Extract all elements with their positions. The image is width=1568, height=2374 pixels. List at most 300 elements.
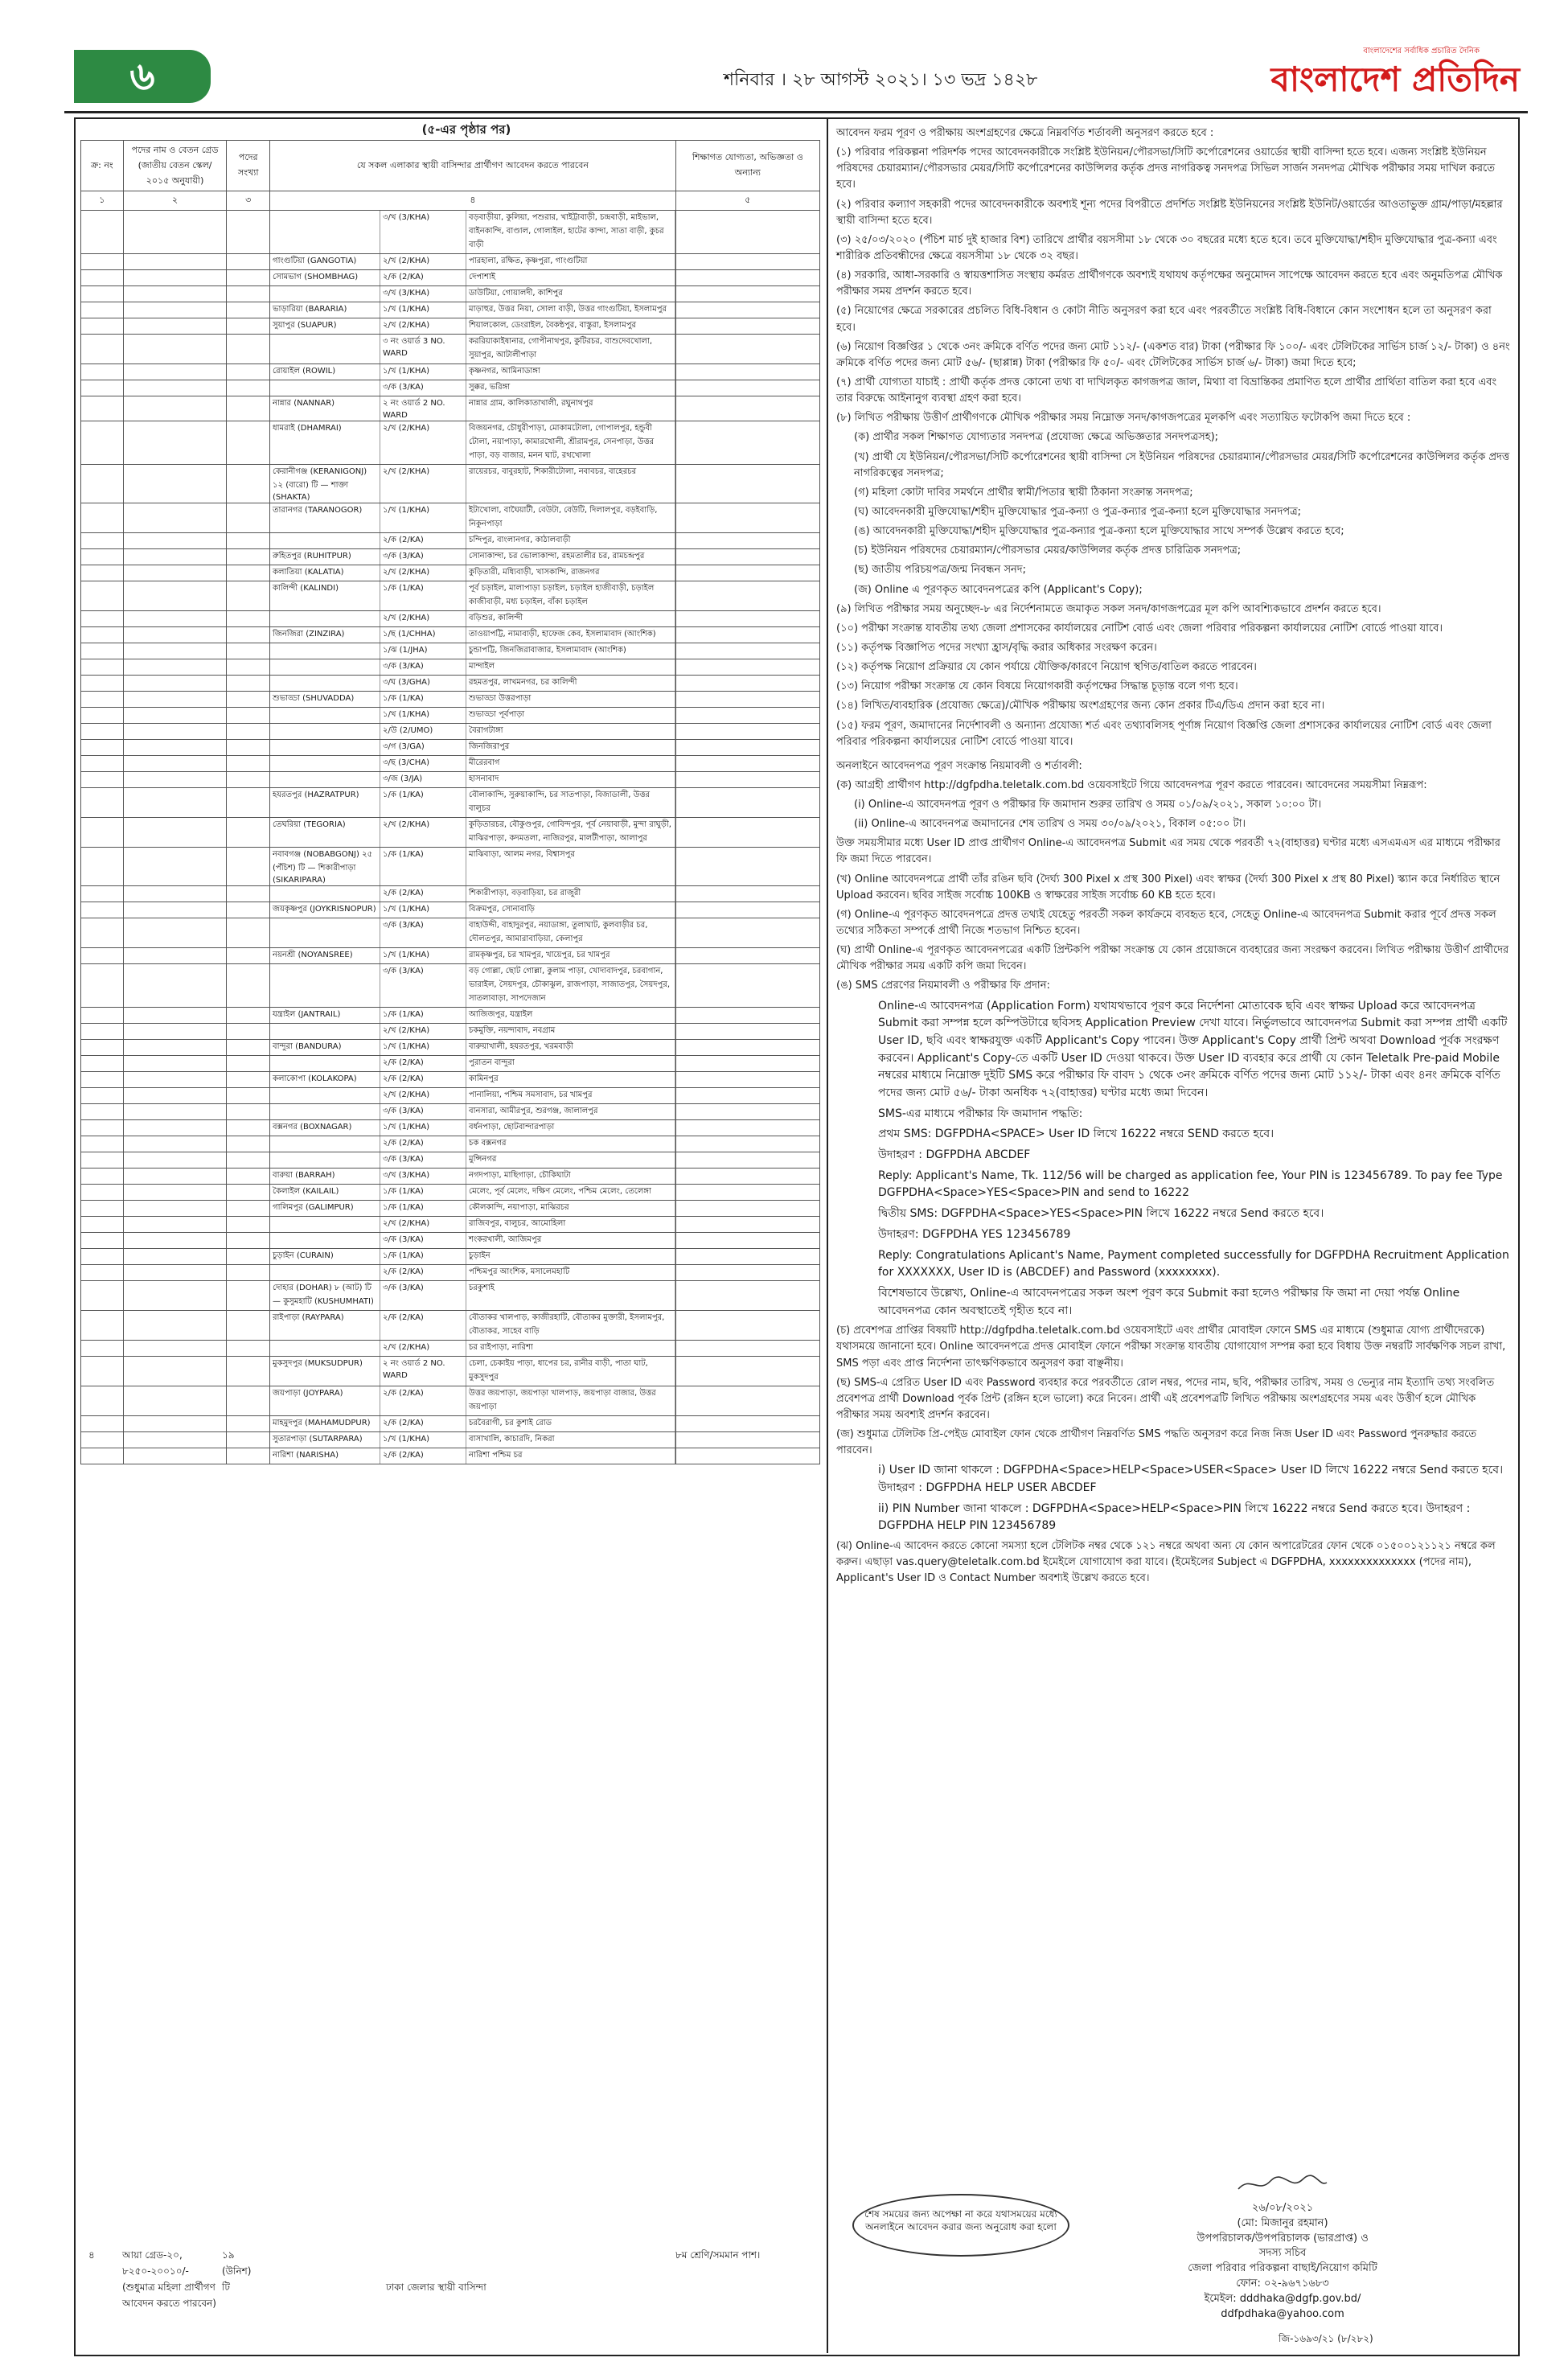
col-header-count: পদের সংখ্যা (227, 141, 270, 191)
cell-post (123, 902, 227, 918)
ward-unit: ৩/ছ (3/CHA) (380, 756, 466, 771)
cell-qualification (675, 335, 819, 364)
village-list: পশ্চিমপুর আংশিক, মসালেমহাটি (466, 1265, 675, 1280)
cell-area (270, 1169, 676, 1185)
ward-unit: ১/ক (1/KA) (380, 1249, 466, 1264)
cell-serial (81, 302, 124, 318)
cell-serial (81, 948, 124, 964)
table-row (81, 1265, 820, 1281)
online-jha: (ঝ) Online-এ আবেদন করতে কোনো সমস্যা হলে টেলিটক নম্বর থেকে ১২১ নম্বরে অথবা অন্য যে কোন অপারেটরের ফোন থেকে ০১৫০০১২১১২১ নম্বরে কল করুন। এছাড়া vas.query@teletalk.com.bd ইমেইলে যোগাযোগ করা যাবে। (ইমেইলের Subject এ DGFPDHA, xxxxxxxxxxxxxx (পদের নাম), Applicant's User ID ও Contact Number অবশ্যই উল্লেখ করতে হবে। (836, 1540, 1496, 1585)
cell-serial (81, 1416, 124, 1432)
table-row (81, 1136, 820, 1152)
signatory-phone: ফোন: ০২-৯৬৭১৬৮৩ (1236, 2277, 1329, 2290)
cell-post (123, 1265, 227, 1281)
cell-count (227, 1169, 270, 1185)
union-name: রাইপাড়া (RAYPARA) (270, 1311, 380, 1340)
condition-item: (ঘ) আবেদনকারী মুক্তিযোদ্ধা/শহীদ মুক্তিযোদ্ধার পুত্র-কন্যা ও পুত্র-কন্যার পুত্র-কন্যা হলে মুক্তিযোদ্ধার সনদপত্র; (854, 505, 1302, 518)
cell-qualification (675, 1201, 819, 1217)
table-row (81, 1008, 820, 1024)
cell-count (227, 1040, 270, 1056)
signatory-title: জেলা পরিবার পরিকল্পনা বাছাই/নিয়োগ কমিটি (1188, 2262, 1377, 2275)
cell-serial (81, 1233, 124, 1249)
cell-serial (81, 724, 124, 740)
cell-area (270, 396, 676, 421)
cell-area (270, 1185, 676, 1201)
cell-count (227, 740, 270, 756)
online-ka-i: (i) Online-এ আবেদনপত্র পূরণ ও পরীক্ষার ফি জমাদান শুরুর তারিখ ও সময় ০১/০৯/২০২১, সকাল ১০:০০ টা। (854, 799, 1322, 811)
village-list: পানালিয়া, পশ্চিম সমসাবাদ, চর খামপুর (466, 1088, 675, 1103)
cell-area (270, 1386, 676, 1416)
cell-post (123, 848, 227, 886)
cell-count (227, 692, 270, 708)
table-row (81, 902, 820, 918)
cell-post (123, 818, 227, 848)
cell-serial (81, 396, 124, 421)
cell-count (227, 611, 270, 627)
village-list: বানসারা, আমীরপুর, শুরগঞ্জ, জালালপুর (466, 1104, 675, 1119)
cell-area (270, 581, 676, 611)
cell-serial (81, 1311, 124, 1341)
union-name: সোমভাগ (SHOMBHAG) (270, 270, 380, 285)
union-name (270, 335, 380, 363)
union-name: কলাকোপা (KOLAKOPA) (270, 1072, 380, 1087)
cell-area (270, 565, 676, 581)
cell-post (123, 740, 227, 756)
village-list: পুরাতন বান্দুরা (466, 1056, 675, 1071)
village-list: বড় গোল্লা, ছোট গোল্লা, কুলাম পাড়া, খোদাবাদপুর, চরবাগান, ভারাইল, সৈয়দপুর, চৌকাঝুল, রাজপাড়া, সাজাতপুর, সৈয়দপুর, সাতলাবাড়া, সাপদেজান (466, 964, 675, 1007)
cell-area (270, 1104, 676, 1120)
village-list: রায়েরচর, বাবুরহাট, শিকারীটোলা, নবাবচর, বাহেরচর (466, 465, 675, 503)
condition-item: (৪) সরকারি, আধা-সরকারি ও স্বায়ত্তশাসিত সংস্থায় কর্মরত প্রার্থীগণকে অবশ্যই যথাযথ কর্তৃপক্ষের অনুমোদন সাপেক্ষে আবেদন করতে হবে এবং অনুমতিপত্র মৌখিক পরীক্ষার সময় প্রদর্শন করতে হবে। (836, 269, 1503, 298)
cell-post (123, 756, 227, 772)
cell-qualification (675, 886, 819, 902)
cell-area (270, 1341, 676, 1357)
cell-area (270, 211, 676, 254)
village-list: শুভাড্ডা উত্তরপাড়া (466, 692, 675, 707)
village-list: জিনজিরাপুর (466, 740, 675, 755)
cell-post (123, 1185, 227, 1201)
cell-post (123, 380, 227, 396)
village-list: সোনাকান্দা, চর ভোলাকান্দা, রহমতালীর চর, রামচন্দ্রপুর (466, 549, 675, 565)
ward-unit: ২/ক (2/KA) (380, 1136, 466, 1152)
cell-serial (81, 533, 124, 549)
union-name: ধামরাই (DHAMRAI) (270, 421, 380, 464)
continuation-note: (৫-এর পৃষ্ঠার পর) (421, 122, 511, 137)
union-name: বান্দুরা (BANDURA) (270, 1040, 380, 1055)
ward-unit: ২/ক (2/KA) (380, 1311, 466, 1340)
table-row (81, 708, 820, 724)
ward-unit: ৩/খ (3/KHA) (380, 211, 466, 253)
condition-item: (৩) ২৫/০৩/২০২০ (পঁচিশ মার্চ দুই হাজার বিশ) তারিখে প্রার্থীর বয়সসীমা ১৮ থেকে ৩০ বছরের মধ্যে হতে হবে। তবে মুক্তিযোদ্ধা/শহীদ মুক্তিযোদ্ধার পুত্র-কন্যা এবং শারীরিক প্রতিবন্ধীদের ক্ষেত্রে বয়সসীমা ১৮ থেকে ৩২ বছর। (836, 233, 1497, 262)
cell-area (270, 1217, 676, 1233)
cell-area (270, 1432, 676, 1448)
village-list: চরকুশাই (466, 1281, 675, 1310)
cell-post (123, 1357, 227, 1386)
cell-serial (81, 1120, 124, 1136)
table-row (81, 581, 820, 611)
cell-serial (81, 1201, 124, 1217)
cell-post (123, 302, 227, 318)
cell-serial (81, 788, 124, 818)
cell-qualification (675, 1416, 819, 1432)
cell-area (270, 886, 676, 902)
cell-qualification (675, 948, 819, 964)
cell-post (123, 1024, 227, 1040)
condition-item: (১৪) লিখিত/ব্যবহারিক (প্রযোজ্য ক্ষেত্রে)/মৌখিক পরীক্ষায় অংশগ্রহণের জন্য কোন প্রকার টিএ/ডিএ প্রদান করা হবে না। (836, 700, 1325, 713)
cell-area (270, 818, 676, 848)
cell-serial (81, 886, 124, 902)
union-name: তারানগর (TARANOGOR) (270, 503, 380, 532)
cell-serial (81, 421, 124, 465)
village-list: চেলা, চেকাইয় পাড়া, ধাপের চর, রানীর বাড়ী, পাতা ঘাট, মুকসুদপুর (466, 1357, 675, 1386)
row-qualification: ৮ম শ্রেণি/সমমান পাশ। (675, 2249, 761, 2261)
cell-post (123, 503, 227, 533)
cell-area (270, 659, 676, 676)
cell-post (123, 1040, 227, 1056)
cell-qualification (675, 364, 819, 380)
cell-count (227, 565, 270, 581)
village-list: বিক্রমপুর, সোনাবাড়ি (466, 902, 675, 918)
condition-item: (ক) প্রার্থীর সকল শিক্ষাগত যোগ্যতার সনদপত্র (প্রযোজ্য ক্ষেত্রে অভিজ্ঞতার সনদপত্রসহ); (854, 431, 1219, 444)
cell-area (270, 676, 676, 692)
col-number: ১ (81, 191, 124, 211)
table-row (81, 1088, 820, 1104)
cell-serial (81, 818, 124, 848)
condition-item: (১৩) নিয়োগ পরীক্ষা সংক্রান্ত যে কোন বিষয়ে নিয়োগকারী কর্তৃপক্ষের সিদ্ধান্ত চূড়ান্ত বলে গণ্য হবে। (836, 680, 1238, 693)
cell-area (270, 533, 676, 549)
cell-count (227, 503, 270, 533)
condition-item: (১০) পরীক্ষা সংক্রান্ত যাবতীয় তথ্য জেলা প্রশাসকের কার্যালয়ের নোটিশ বোর্ড এবং জেলা পরিবার পরিকল্পনা কার্যালয়ের নোটিশ বোর্ডে পাওয়া যাবে। (836, 622, 1443, 635)
ward-unit: ১/খ (1/KHA) (380, 902, 466, 918)
cell-post (123, 1386, 227, 1416)
cell-count (227, 302, 270, 318)
cell-area (270, 1072, 676, 1088)
cell-post (123, 1201, 227, 1217)
ward-unit: ২/খ (2/KHA) (380, 465, 466, 503)
cell-count (227, 211, 270, 254)
village-list: চুন্ডাপট্টি, জিনজিরাবাজার, ইসলামাবাদ (আংশিক) (466, 643, 675, 659)
cell-count (227, 627, 270, 643)
cell-serial (81, 318, 124, 335)
signatory-name: (মো: মিজানুর রহমান) (1237, 2216, 1328, 2229)
ward-unit: ৩/ক (3/KA) (380, 1104, 466, 1119)
table-row (81, 1120, 820, 1136)
ward-unit: ২/খ (2/KHA) (380, 818, 466, 847)
union-name: নারিশা (NARISHA) (270, 1448, 380, 1464)
table-row (81, 643, 820, 659)
table-row (81, 421, 820, 465)
table-row (81, 1386, 820, 1416)
village-list: শুভাড্ডা পূর্বপাড়া (466, 708, 675, 723)
union-name (270, 286, 380, 302)
ward-unit: ১/ঝ (1/JHA) (380, 643, 466, 659)
village-list: পারহালা, রক্ষিত, কৃষ্ণপুরা, গাংগুটিয়া (466, 254, 675, 269)
cell-qualification (675, 611, 819, 627)
sms-first-example: উদাহরণ : DGFPDHA ABCDEF (878, 1148, 1031, 1162)
ward-unit: ৩/খ (3/KHA) (380, 286, 466, 302)
cell-count (227, 724, 270, 740)
table-header-row (81, 141, 820, 191)
table-row (81, 364, 820, 380)
cell-qualification (675, 1120, 819, 1136)
cell-serial (81, 335, 124, 364)
online-uma: (ঙ) SMS প্রেরণের নিয়মাবলী ও পরীক্ষার ফি প্রদান: (836, 980, 1050, 992)
cell-post (123, 396, 227, 421)
cell-qualification (675, 380, 819, 396)
cell-count (227, 549, 270, 565)
cell-post (123, 1008, 227, 1024)
union-name: সুতারপাড়া (SUTARPARA) (270, 1432, 380, 1448)
cell-qualification (675, 1169, 819, 1185)
cell-serial (81, 1104, 124, 1120)
row-serial: ৪ (88, 2249, 95, 2261)
cell-count (227, 1432, 270, 1448)
cell-count (227, 335, 270, 364)
village-list: মুন্সিনগর (466, 1152, 675, 1168)
table-row (81, 756, 820, 772)
cell-count (227, 756, 270, 772)
online-ka: (ক) আগ্রহী প্রার্থীগণ http://dgfpdha.teletalk.com.bd ওয়েবসাইটে গিয়ে আবেদনপত্র পূরণ করতে পারবেন। আবেদনের সময়সীমা নিম্নরূপ: (836, 778, 1427, 791)
cell-qualification (675, 1386, 819, 1416)
cell-count (227, 772, 270, 788)
cell-area (270, 1008, 676, 1024)
cell-area (270, 1136, 676, 1152)
union-name: তেঘরিয়া (TEGORIA) (270, 818, 380, 847)
cell-serial (81, 1386, 124, 1416)
cell-count (227, 396, 270, 421)
cell-qualification (675, 396, 819, 421)
cell-area (270, 1249, 676, 1265)
table-row (81, 724, 820, 740)
table-row (81, 270, 820, 286)
cell-area (270, 708, 676, 724)
table-row (81, 692, 820, 708)
cell-count (227, 1341, 270, 1357)
ward-unit: ১/ক (1/KA) (380, 1185, 466, 1200)
ward-unit: ৩/ক (3/KA) (380, 549, 466, 565)
vacancy-table (80, 140, 820, 1464)
page-number: ৬ (74, 50, 211, 103)
column-number-row (81, 191, 820, 211)
table-row (81, 1040, 820, 1056)
village-list: ডাউটিয়া, গোয়ালদী, কাশিপুর (466, 286, 675, 302)
cell-post (123, 286, 227, 302)
cell-serial (81, 286, 124, 302)
cell-count (227, 1265, 270, 1281)
ward-unit: ৩/ক (3/KA) (380, 1152, 466, 1168)
cell-qualification (675, 1311, 819, 1341)
condition-item: (চ) ইউনিয়ন পরিষদের চেয়ারম্যান/পৌরসভার মেয়র/কাউন্সিলর কর্তৃক প্রদত্ত চারিত্রিক সনদপত্র; (854, 544, 1242, 557)
cell-qualification (675, 1056, 819, 1072)
cell-post (123, 1152, 227, 1169)
online-ja-ii: ii) PIN Number জানা থাকলে : DGFPDHA<Space>HELP<Space>PIN লিখে 16222 নম্বরে Send করতে হবে। উদাহরণ : DGFPDHA HELP PIN 123456789 (878, 1501, 1471, 1533)
sms-note: বিশেষভাবে উল্লেখ্য, Online-এ আবেদনপত্রের সকল অংশ পূরণ করে Submit করা হলেও পরীক্ষার ফি জমা না দেয়া পর্যন্ত Online আবেদনপত্র কোন অবস্থাতেই গৃহীত হবে না। (878, 1286, 1460, 1317)
cell-area (270, 1281, 676, 1311)
cell-qualification (675, 1341, 819, 1357)
village-list: মেলেং, পূর্ব মেলেং, দক্ষিণ মেলেং, পশ্চিম মেলেং, তেলেঙ্গা (466, 1185, 675, 1200)
table-row (81, 1024, 820, 1040)
condition-item: (জ) Online এ পূরণকৃত আবেদনপত্রের কপি (Applicant's Copy); (854, 583, 1143, 596)
cell-area (270, 756, 676, 772)
col-header-qualification: শিক্ষাগত যোগ্যতা, অভিজ্ঞতা ও অন্যান্য (675, 141, 819, 191)
cell-area (270, 918, 676, 948)
union-name (270, 724, 380, 739)
ward-unit: ১/ক (1/KA) (380, 581, 466, 610)
cell-serial (81, 1448, 124, 1464)
cell-count (227, 818, 270, 848)
cell-count (227, 1386, 270, 1416)
union-name (270, 1024, 380, 1039)
row-area: ঢাকা জেলার স্থায়ী বাসিন্দা (386, 2282, 486, 2293)
cell-serial (81, 1040, 124, 1056)
cell-count (227, 918, 270, 948)
table-row (81, 1249, 820, 1265)
village-list: ইটাখোলা, বাঘৈয়াটী, বেউটা, বেউটি, দিলালপুর, বড়ইবাড়ি, নিকুনপাড়া (466, 503, 675, 532)
village-list: শিয়ালকোল, ডেংরাইল, বৈকন্ঠপুর, বাস্তুরা, ইসলামপুর (466, 318, 675, 334)
cell-qualification (675, 918, 819, 948)
ward-unit: ২/ক (2/KA) (380, 270, 466, 285)
village-list: শংকরখালী, আজিমপুর (466, 1233, 675, 1248)
cell-area (270, 1448, 676, 1464)
table-row (81, 1201, 820, 1217)
union-name: রুহিতপুর (RUHITPUR) (270, 549, 380, 565)
online-ja-i: i) User ID জানা থাকলে : DGFPDHA<Space>HELP<Space>USER<Space> User ID লিখে 16222 নম্বরে Send করতে হবে। উদাহরণ : DGFPDHA HELP USER ABCDEF (878, 1464, 1504, 1495)
cell-post (123, 948, 227, 964)
table-row (81, 565, 820, 581)
cell-qualification (675, 724, 819, 740)
ward-unit: ৩/ক (3/KA) (380, 964, 466, 1007)
cell-qualification (675, 581, 819, 611)
cell-qualification (675, 1024, 819, 1040)
table-row (81, 772, 820, 788)
signatory-title: উপপরিচালক/উপপরিচালক (ভারপ্রাপ্ত) ও (1197, 2232, 1369, 2245)
cell-qualification (675, 503, 819, 533)
condition-item: (৬) নিয়োগ বিজ্ঞপ্তির ১ থেকে ৩নং ক্রমিকে বর্ণিত পদের জন্য মোট ১১২/- (একশত বার) টাকা (পরীক্ষার ফি ১০০/- এবং টেলিটকের সার্ভিস চার্জ ১২/- টাকা) ও ৪নং ক্রমিকে বর্ণিত পদের জন্য মোট ৫৬/- (ছাপ্পান্ন) টাকা (পরীক্ষার ফি ৫০/- এবং টেলিটকের সার্ভিস চার্জ ৬/- টাকা) জমা দিতে হবে; (836, 340, 1510, 369)
cell-serial (81, 581, 124, 611)
cell-post (123, 643, 227, 659)
cell-qualification (675, 692, 819, 708)
cell-serial (81, 364, 124, 380)
table-row (81, 396, 820, 421)
village-list: চক বক্সনগর (466, 1136, 675, 1152)
union-name (270, 676, 380, 691)
cell-count (227, 254, 270, 270)
union-name: যন্ত্রাইল (JANTRAIL) (270, 1008, 380, 1023)
cell-post (123, 254, 227, 270)
table-row (81, 533, 820, 549)
cell-serial (81, 1281, 124, 1311)
condition-item: (৭) প্রার্থী যোগ্যতা যাচাই : প্রার্থী কর্তৃক প্রদত্ত কোনো তথ্য বা দাখিলকৃত কাগজপত্র জাল, মিথ্যা বা বিভ্রান্তিকর প্রমাণিত হলে প্রার্থীর প্রার্থিতা বাতিল করা হবে এবং তার বিরুদ্ধে আইনানুগ ব্যবস্থা গ্রহণ করা হবে। (836, 376, 1497, 405)
online-kha: (খ) Online আবেদনপত্রে প্রার্থী তাঁর রঙিন ছবি (দৈর্ঘ্য 300 Pixel x প্রস্থ 300 Pixel) এবং স্বাক্ষর (দৈর্ঘ্য 300 Pixel x প্রস্থ 80 Pixel) স্ক্যান করে নির্ধারিত স্থানে Upload করবেন। ছবির সাইজ সর্বোচ্চ 100KB ও স্বাক্ষরের সাইজ সর্বোচ্চ 60 KB হতে হবে। (836, 873, 1500, 902)
cell-count (227, 1311, 270, 1341)
cell-count (227, 1281, 270, 1311)
village-list: মান্দাইল (466, 659, 675, 675)
village-list: বড়িশুর, কালিন্দী (466, 611, 675, 626)
cell-qualification (675, 254, 819, 270)
cell-qualification (675, 627, 819, 643)
ward-unit: ৩/ক (3/KA) (380, 1233, 466, 1248)
village-list: মীরেরবাগ (466, 756, 675, 771)
ward-unit: ১/খ (1/KHA) (380, 364, 466, 380)
cell-post (123, 581, 227, 611)
cell-area (270, 1120, 676, 1136)
ward-unit: ৩/গ (3/GA) (380, 740, 466, 755)
cell-post (123, 1104, 227, 1120)
ward-unit: ২/খ (2/KHA) (380, 1024, 466, 1039)
table-row (81, 302, 820, 318)
union-name: নবাবগঞ্জ (NOBABGONJ) ২৫ (পঁচিশ) টি — শিকারীপাড়া (SIKARIPARA) (270, 848, 380, 885)
cell-area (270, 611, 676, 627)
condition-item: (১৫) ফরম পূরণ, জমাদানের নির্দেশাবলী ও অন্যান্য প্রযোজ্য শর্ত এবং তথ্যাবলিসহ পূর্ণাঙ্গ নিয়োগ বিজ্ঞপ্তি জেলা প্রশাসকের কার্যালয়ের নোটিশ বোর্ড এবং জেলা পরিবার পরিকল্পনা কার্যালয়ের নোটিশ বোর্ডে পাওয়া যাবে। (836, 719, 1492, 748)
cell-serial (81, 1056, 124, 1072)
cell-serial (81, 503, 124, 533)
cell-area (270, 465, 676, 503)
cell-count (227, 1217, 270, 1233)
cell-post (123, 1120, 227, 1136)
village-list: বৌতাকর খালপাড়, কাজীরহাটি, বৌতাকর মুক্তারী, ইসলামপুর, বৌতাকর, সাহেব বাড়ি (466, 1311, 675, 1340)
online-title: অনলাইনে আবেদনপত্র পূরণ সংক্রান্ত নিয়মাবলী ও শর্তাবলী: (836, 759, 1082, 772)
ward-unit: ২/ক (2/KA) (380, 1416, 466, 1431)
union-name: রোয়াইল (ROWIL) (270, 364, 380, 380)
row-post: আয়া গ্রেড-২০, ৮২৫০-২০০১০/- (শুধুমাত্র মহিলা প্রার্থীগণ আবেদন করতে পারবেন) (122, 2249, 216, 2309)
signatory-email: ইমেইল: dddhaka@dgfp.gov.bd/ (1204, 2292, 1361, 2305)
union-name: বারুয়া (BARRAH) (270, 1169, 380, 1184)
conditions-list (836, 145, 1512, 750)
cell-count (227, 1233, 270, 1249)
union-name: সুয়াপুর (SUAPUR) (270, 318, 380, 334)
cell-serial (81, 254, 124, 270)
signature-block (1150, 2171, 1415, 2323)
village-list: কৃষ্ণনগর, আমিনাডাঙ্গা (466, 364, 675, 380)
cell-area (270, 1233, 676, 1249)
union-name (270, 756, 380, 771)
cell-count (227, 533, 270, 549)
ward-unit: ৩/ক (3/KA) (380, 918, 466, 947)
village-list: নগদপাড়া, মাছিগাড়া, চৌকিঘাটা (466, 1169, 675, 1184)
union-name: মাহমুদপুর (MAHAMUDPUR) (270, 1416, 380, 1431)
cell-qualification (675, 643, 819, 659)
table-row (81, 818, 820, 848)
village-list: নান্নার গ্রাম, কালিকাতাখালী, রঘুনাথপুর (466, 396, 675, 421)
union-name: হযরতপুর (HAZRATPUR) (270, 788, 380, 817)
ward-unit: ২/খ (2/KHA) (380, 611, 466, 626)
cell-area (270, 1311, 676, 1341)
cell-post (123, 692, 227, 708)
col-header-serial: ক্র: নং (81, 141, 124, 191)
table-row (81, 380, 820, 396)
cell-serial (81, 964, 124, 1008)
ward-unit: ১/খ (1/KHA) (380, 503, 466, 532)
village-list: বাসাখালি, কাচারদি, নিকরা (466, 1432, 675, 1448)
village-list: বাহাউদ্দী, বাহাদুরপুর, নয়াডাঙ্গা, তুলাঘাট, কুলবাড়ীর চর, দৌলতপুর, আমারাবাড়িয়া, কেলাপুর (466, 918, 675, 947)
table-row (81, 1217, 820, 1233)
cell-serial (81, 549, 124, 565)
cell-post (123, 1311, 227, 1341)
ward-unit: ৩/ঘ (3/GHA) (380, 676, 466, 691)
ward-unit: ১/খ (1/KHA) (380, 1432, 466, 1448)
cell-post (123, 1072, 227, 1088)
cell-count (227, 1136, 270, 1152)
col-header-area: যে সকল এলাকার স্থায়ী বাসিন্দার প্রার্থীগণ আবেদন করতে পারবেন (270, 141, 676, 191)
village-list: বৌলাকান্দি, সুরুয়াকান্দি, চর সাতপাড়া, বিজাডালী, উত্তর বালুচর (466, 788, 675, 817)
cell-serial (81, 1136, 124, 1152)
village-list: কুড়িতারী, মধ্যিবাড়ী, খাসকান্দি, রাজনগর (466, 565, 675, 581)
cell-area (270, 902, 676, 918)
ward-unit: ২/ক (2/KA) (380, 1265, 466, 1280)
table-row (81, 1056, 820, 1072)
table-row (81, 286, 820, 302)
cell-post (123, 964, 227, 1008)
